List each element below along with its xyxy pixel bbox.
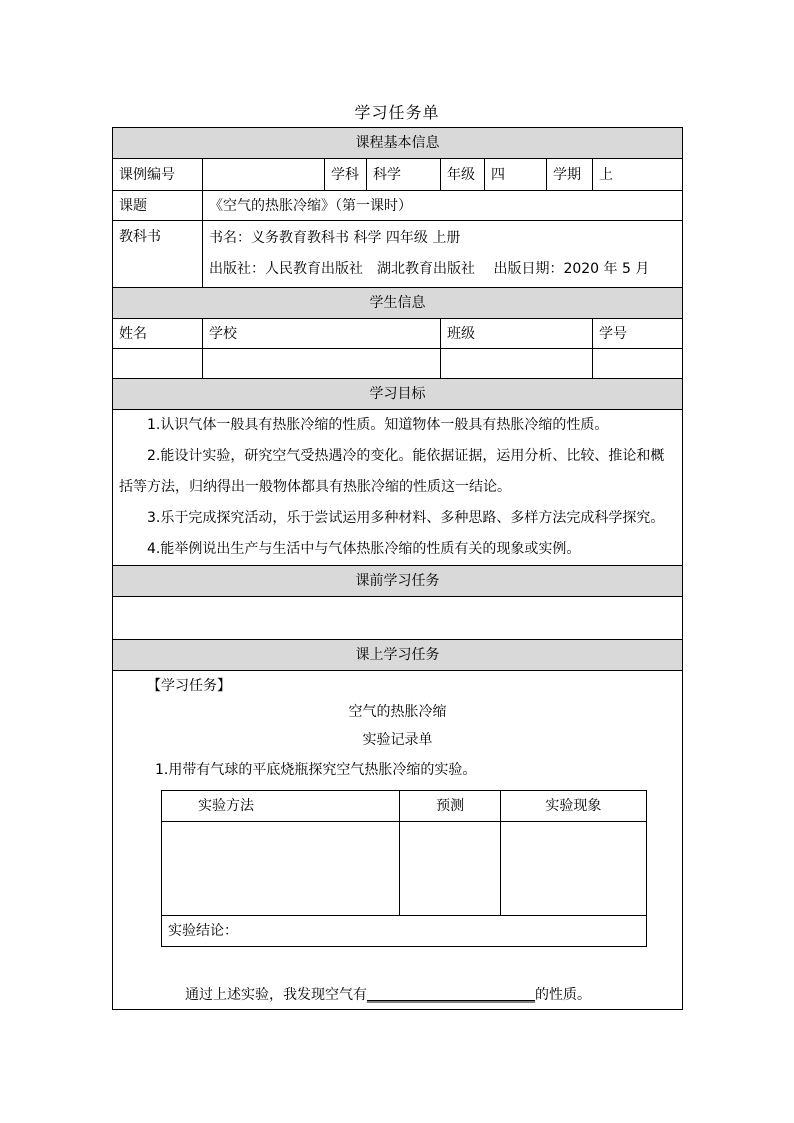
school-field[interactable] bbox=[203, 349, 441, 379]
basic-info-row bbox=[113, 159, 683, 191]
class-field[interactable] bbox=[441, 349, 593, 379]
section-student-info: 学生信息 bbox=[113, 288, 683, 319]
pre-class-content[interactable] bbox=[113, 597, 683, 640]
topic-value: 《空气的热胀冷缩》（第一课时） bbox=[203, 191, 683, 221]
task-title: 空气的热胀冷缩 bbox=[348, 703, 447, 720]
course-id-value bbox=[203, 159, 325, 191]
conclusion-label: 实验结论： bbox=[168, 922, 238, 939]
section-learning-goals: 学习目标 bbox=[113, 379, 683, 410]
student-id-field[interactable] bbox=[593, 349, 683, 379]
textbook-label: 教科书 bbox=[113, 221, 203, 288]
grade-value: 四 bbox=[485, 159, 547, 191]
student-id-label: 学号 bbox=[593, 319, 683, 349]
method-cell[interactable] bbox=[162, 821, 400, 915]
header-phenomenon: 实验现象 bbox=[500, 790, 646, 821]
header-prediction: 预测 bbox=[400, 790, 500, 821]
experiment-intro: 1.用带有气球的平底烧瓶探究空气热胀冷缩的实验。 bbox=[155, 761, 477, 778]
subject-value: 科学 bbox=[367, 159, 441, 191]
student-info-input-row bbox=[113, 349, 683, 379]
goal-item: 3.乐于完成探究活动，乐于尝试运用多种材料、多种思路、多样方法完成科学探究。 bbox=[147, 510, 665, 526]
finding-prefix: 通过上述实验，我发现空气有 bbox=[185, 986, 367, 1003]
document-title: 学习任务单 bbox=[354, 103, 440, 122]
finding-sentence bbox=[185, 983, 676, 1007]
prediction-cell[interactable] bbox=[400, 821, 500, 915]
section-basic-info: 课程基本信息 bbox=[113, 128, 683, 159]
term-label: 学期 bbox=[547, 159, 593, 191]
phenomenon-cell[interactable] bbox=[500, 821, 646, 915]
topic-row bbox=[113, 191, 683, 221]
goal-item: 2.能设计实验，研究空气受热遇冷的变化。能依据证据，运用分析、比较、推论和概括等方法，归纳得出一般物体都具有热胀冷缩的性质这一结论。 bbox=[119, 448, 665, 495]
term-value: 上 bbox=[593, 159, 683, 191]
textbook-publisher: 出版社：人民教育出版社 湖北教育出版社 出版日期：2020 年 5 月 bbox=[209, 261, 650, 277]
subject-label: 学科 bbox=[325, 159, 367, 191]
experiment-body-row bbox=[162, 821, 647, 915]
finding-suffix: 的性质。 bbox=[535, 986, 591, 1003]
class-label: 班级 bbox=[441, 319, 593, 349]
textbook-info bbox=[203, 221, 683, 288]
record-title: 实验记录单 bbox=[362, 731, 433, 748]
section-in-class-tasks: 课上学习任务 bbox=[113, 640, 683, 671]
grade-label: 年级 bbox=[441, 159, 485, 191]
name-label: 姓名 bbox=[113, 319, 203, 349]
topic-label: 课题 bbox=[113, 191, 203, 221]
textbook-row bbox=[113, 221, 683, 288]
experiment-header-row bbox=[162, 790, 647, 821]
goals-row bbox=[113, 410, 683, 566]
student-info-header-row bbox=[113, 319, 683, 349]
task-sheet-table bbox=[112, 127, 683, 1010]
conclusion-cell[interactable] bbox=[162, 915, 647, 946]
textbook-book-name: 书名：义务教育教科书 科学 四年级 上册 bbox=[209, 230, 461, 246]
name-field[interactable] bbox=[113, 349, 203, 379]
in-class-content bbox=[113, 671, 683, 1010]
goal-item: 4.能举例说出生产与生活中与气体热胀冷缩的性质有关的现象或实例。 bbox=[147, 541, 581, 557]
in-class-row bbox=[113, 671, 683, 1010]
experiment-record-table bbox=[161, 790, 647, 947]
header-method: 实验方法 bbox=[162, 790, 400, 821]
finding-blank[interactable]: ________________________ bbox=[367, 986, 535, 1003]
course-id-label: 课例编号 bbox=[113, 159, 203, 191]
task-tag: 【学习任务】 bbox=[147, 677, 231, 694]
pre-class-row bbox=[113, 597, 683, 640]
section-pre-class-tasks: 课前学习任务 bbox=[113, 566, 683, 597]
experiment-conclusion-row bbox=[162, 915, 647, 946]
goal-item: 1.认识气体一般具有热胀冷缩的性质。知道物体一般具有热胀冷缩的性质。 bbox=[147, 417, 609, 433]
school-label: 学校 bbox=[203, 319, 441, 349]
goals-list bbox=[113, 410, 683, 566]
